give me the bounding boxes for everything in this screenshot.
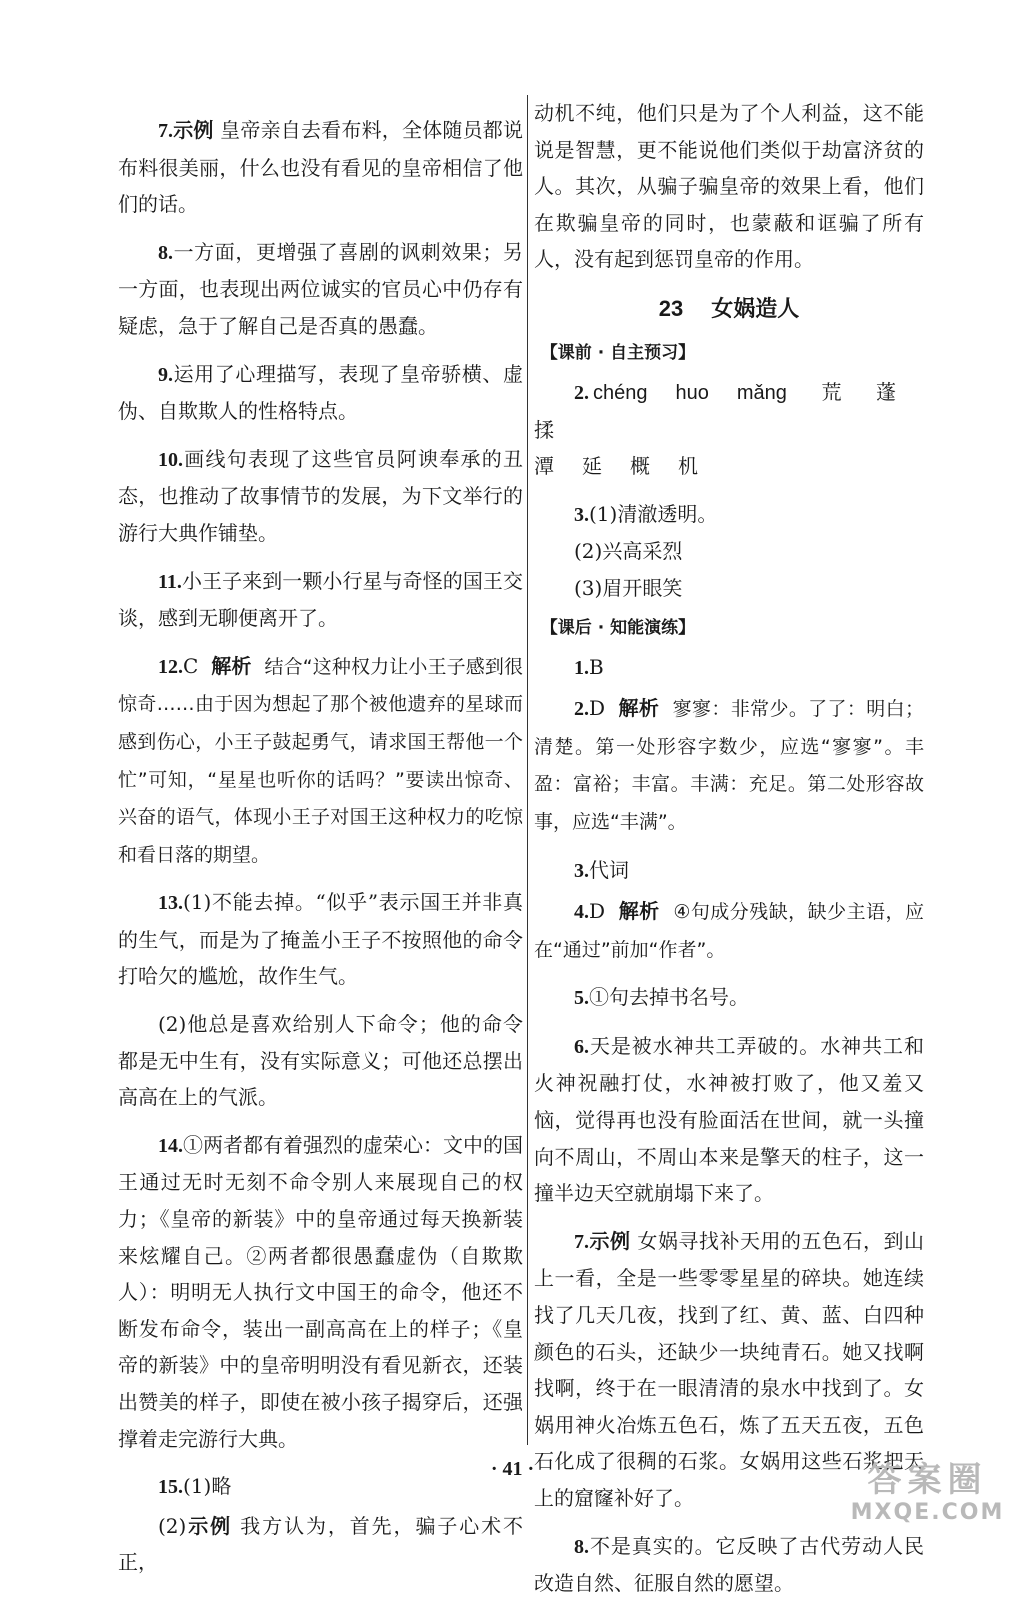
answer-q14: 14.①两者都有着强烈的虚荣心：文中的国王通过无时无刻不命令别人来展现自己的权力；《皇帝的新装》中的皇帝通过每天换新装来炫耀自己。②两者都很愚蠢虚伪（自欺欺人）：明明无人执行文中国王的命令，他还不断发布命令，装出一副高高在上的样子；《皇帝的新装》中的皇帝明明没有看见新衣，还装出赞美的样子，即使在被小孩子揭穿后，还强撑着走完游行大典。 [118,1132,523,1451]
answer-q15-continuation: 动机不纯，他们只是为了个人利益，这不能说是智慧，更不能说他们类似于劫富济贫的人。其次，从骗子骗皇帝的效果上看，他们在欺骗皇帝的同时，也蒙蔽和诓骗了所有人，没有起到惩罚皇帝的作用。 [534,101,924,272]
practice-q2: 2.D 解析 寥寥：非常少。了了：明白；清楚。第一处形容字数少，应选“寥寥”。丰盈：富裕；丰富。丰满：充足。第二处形容故事，应选“丰满”。 [534,696,924,833]
lesson-title: 23 女娲造人 [658,295,800,322]
preview-q2-line2: 潭 延 概 机 [534,454,698,479]
answer-q15-part1: 15.(1)略 [158,1474,232,1499]
left-column [118,112,523,1592]
watermark-logo [840,1460,1015,1530]
answer-q9: 9.运用了心理描写，表现了皇帝骄横、虚伪、自欺欺人的性格特点。 [118,361,523,424]
preview-q3b: (2)兴高采烈 [574,539,683,564]
practice-q4: 4.D 解析 ④句成分残缺，缺少主语，应在“通过”前加“作者”。 [534,899,924,961]
answer-q10: 10.画线句表现了这些官员阿谀奉承的丑态，也推动了故事情节的发展，为下文举行的游行大典作铺垫。 [118,446,523,545]
section-practice-heading: 【课后 · 知能演练】 [540,617,696,638]
preview-q3a: 3.(1)清澈透明。 [574,501,718,526]
right-column [534,95,924,1613]
answer-q7: 7.示例 皇帝亲自去看布料，全体随员都说布料很美丽，什么也没有看见的皇帝相信了他们的话。 [118,118,524,217]
watermark-text: 答案圈 [867,1460,988,1500]
practice-q5: 5.①句去掉书名号。 [574,985,749,1010]
answer-q13-part1: 13.(1)不能去掉。“似乎”表示国王并非真的生气，而是为了掩盖小王子不按照他的命令打哈欠的尴尬，故作生气。 [118,890,523,989]
answer-q8: 8.一方面，更增强了喜剧的讽刺效果；另一方面，也表现出两位诚实的官员心中仍存有疑虑，急于了解自己是否真的愚蠢。 [118,239,523,338]
practice-q1: 1.B [574,654,604,679]
preview-q2: 2. chéng huo mǎng 荒 蓬揉 [534,379,896,442]
practice-q8: 8.不是真实的。它反映了古代劳动人民改造自然、征服自然的愿望。 [534,1533,924,1596]
answer-q11: 11.小王子来到一颗小行星与奇怪的国王交谈，感到无聊便离开了。 [118,568,523,631]
page-number: · 41 · [490,1458,535,1480]
watermark-url: MXQE.COM [850,1500,1005,1525]
answer-q12: 12.C 解析 结合“这种权力让小王子感到很惊奇……由于因为想起了那个被他遗弃的星球而感到伤心，小王子鼓起勇气，请求国王帮他一个忙”可知，“星星也听你的话吗？”要读出惊奇、兴奋的语气，体现小王子对国王这种权力的吃惊和看日落的期望。 [118,653,523,866]
practice-q6: 6.天是被水神共工弄破的。水神共工和火神祝融打仗，水神被打败了，他又羞又恼，觉得再也没有脸面活在世间，就一头撞向不周山，不周山本来是擎天的柱子，这一撞半边天空就崩塌下来了。 [534,1033,924,1206]
preview-q3c: (3)眉开眼笑 [574,575,683,600]
practice-q7: 7.示例 女娲寻找补天用的五色石，到山上一看，全是一些零零星星的碎块。她连续找了几天几夜，找到了红、黄、蓝、白四种颜色的石头，还缺少一块纯青石。她又找啊找啊，终于在一眼清清的泉水中找到了。女娲用神火冶炼五色石，炼了五天五夜，五色石化成了很稠的石浆。女娲用这些石浆把天上的窟窿补好了。 [534,1228,925,1510]
section-preview-heading: 【课前 · 自主预习】 [540,342,696,363]
practice-q3: 3.代词 [574,857,629,882]
answer-q15-part2: (2)示例 我方认为，首先，骗子心术不正， [118,1513,524,1575]
column-divider [527,95,528,1445]
answer-q13-part2: (2)他总是喜欢给别人下命令；他的命令都是无中生有，没有实际意义；可他还总摆出高高在上的气派。 [118,1012,523,1110]
